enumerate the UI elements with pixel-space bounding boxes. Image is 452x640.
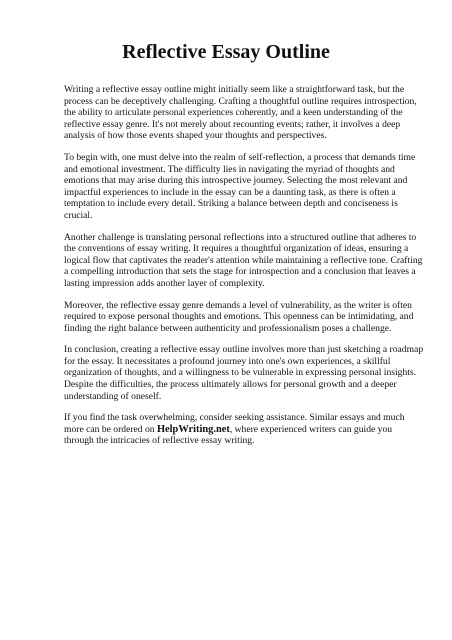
paragraph-self-reflection: To begin with, one must delve into the realm of self-reflection, a process that demands time and emotional investment. The difficulty lies in navigating the myriad of thoughts and emotions that may arise during this introspective journey. Selecting the most relevant and impactful experiences to include in the essay can be a daunting task, as there is often a temptation to include every detail. Striking a balance between depth and conciseness is crucial. [64,151,416,221]
paragraph-structure-challenge: Another challenge is translating personal reflections into a structured outline that adheres to the conventions of essay writing. It requires a thoughtful organization of ideas, ensuring a logical flow that captivates the reader's attention while maintaining a reflective tone. Crafting a compelling introduction that sets the stage for introspection and a conclusion that leaves a lasting impression adds another layer of complexity. [64,231,423,289]
paragraph-assistance [64,412,424,447]
document-body [64,84,424,457]
assistance-text-before: If you find the task overwhelming, consider seeking assistance. Similar essays and much more can be ordered on [64,412,405,435]
paragraph-intro: Writing a reflective essay outline might initially seem like a straightforward task, but the process can be deceptively challenging. Crafting a thoughtful outline requires introspection, the ability to articulate personal experiences coherently, and a keen understanding of the reflective essay genre. It's not merely about recounting events; rather, it involves a deep analysis of how those events shaped your thoughts and perspectives. [64,84,417,142]
paragraph-conclusion: In conclusion, creating a reflective essay outline involves more than just sketching a roadmap for the essay. It necessitates a profound journey into one's own experiences, a skillful organization of thoughts, and a willingness to be vulnerable in expressing personal insights. Despite the difficulties, the process ultimately allows for personal growth and a deeper understanding of oneself. [64,344,424,402]
helpwriting-link[interactable]: HelpWriting.net [156,423,230,435]
paragraph-vulnerability: Moreover, the reflective essay genre demands a level of vulnerability, as the writer is often required to expose personal thoughts and emotions. This openness can be intimidating, and finding the right balance between authenticity and professionalism poses a challenge. [64,299,414,334]
document-title: Reflective Essay Outline [122,41,330,63]
assistance-text-after: , where experienced writers can guide you through the intricacies of reflective essay writing. [64,423,393,447]
